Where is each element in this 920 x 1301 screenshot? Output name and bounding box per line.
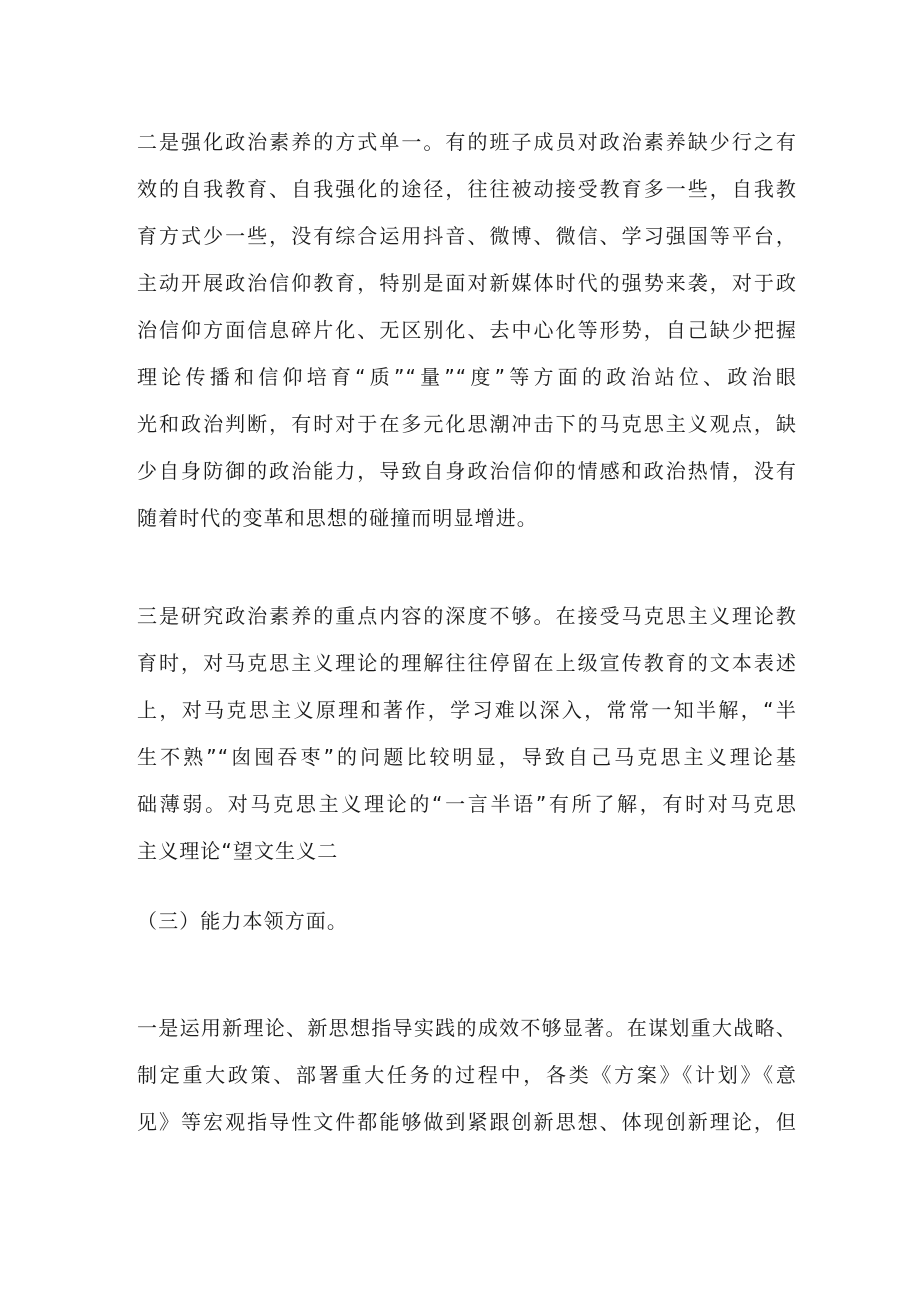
text-line: 见》等宏观指导性文件都能够做到紧跟创新思想、体现创新理论，但 <box>137 1110 797 1134</box>
text-line: （三）能力本领方面。 <box>137 909 348 933</box>
text-line: 上，对马克思主义原理和著作，学习难以深入，常常一知半解，“半 <box>137 698 797 722</box>
section-heading-ability <box>137 898 797 945</box>
text-line: 础薄弱。对马克思主义理论的“一言半语”有所了解，有时对马克思 <box>137 792 797 816</box>
text-line: 生不熟”“囱囤吞枣”的问题比较明显，导致自己马克思主义理论基 <box>137 745 797 769</box>
text-line: 三是研究政治素养的重点内容的深度不够。在接受马克思主义理论教 <box>137 604 797 628</box>
text-line: 育方式少一些，没有综合运用抖音、微博、微信、学习强国等平台， <box>137 224 797 248</box>
paragraph-theory-practice <box>137 1005 797 1146</box>
text-line: 治信仰方面信息碎片化、无区别化、去中心化等形势，自己缺少把握 <box>137 318 797 342</box>
text-line: 制定重大政策、部署重大任务的过程中，各类《方案》《计划》《意 <box>137 1063 797 1087</box>
text-line: 一是运用新理论、新思想指导实践的成效不够显著。在谋划重大战略、 <box>137 1016 797 1040</box>
text-line: 随着时代的变革和思想的碰撞而明显增进。 <box>137 506 538 530</box>
text-line: 主义理论“望文生义二 <box>137 839 339 863</box>
text-line: 少自身防御的政治能力，导致自身政治信仰的情感和政治热情，没有 <box>137 459 797 483</box>
text-line: 二是强化政治素养的方式单一。有的班子成员对政治素养缺少行之有 <box>137 130 797 154</box>
text-line: 理论传播和信仰培育“质”“量”“度”等方面的政治站位、政治眼 <box>137 365 797 389</box>
paragraph-political-literacy-method <box>137 119 797 542</box>
text-line: 主动开展政治信仰教育，特别是面对新媒体时代的强势来袭，对于政 <box>137 271 797 295</box>
paragraph-political-literacy-depth <box>137 593 797 875</box>
text-line: 育时，对马克思主义理论的理解往往停留在上级宣传教育的文本表述 <box>137 651 797 675</box>
text-line: 效的自我教育、自我强化的途径，往往被动接受教育多一些，自我教 <box>137 177 797 201</box>
text-line: 光和政治判断，有时对于在多元化思潮冲击下的马克思主义观点，缺 <box>137 412 797 436</box>
